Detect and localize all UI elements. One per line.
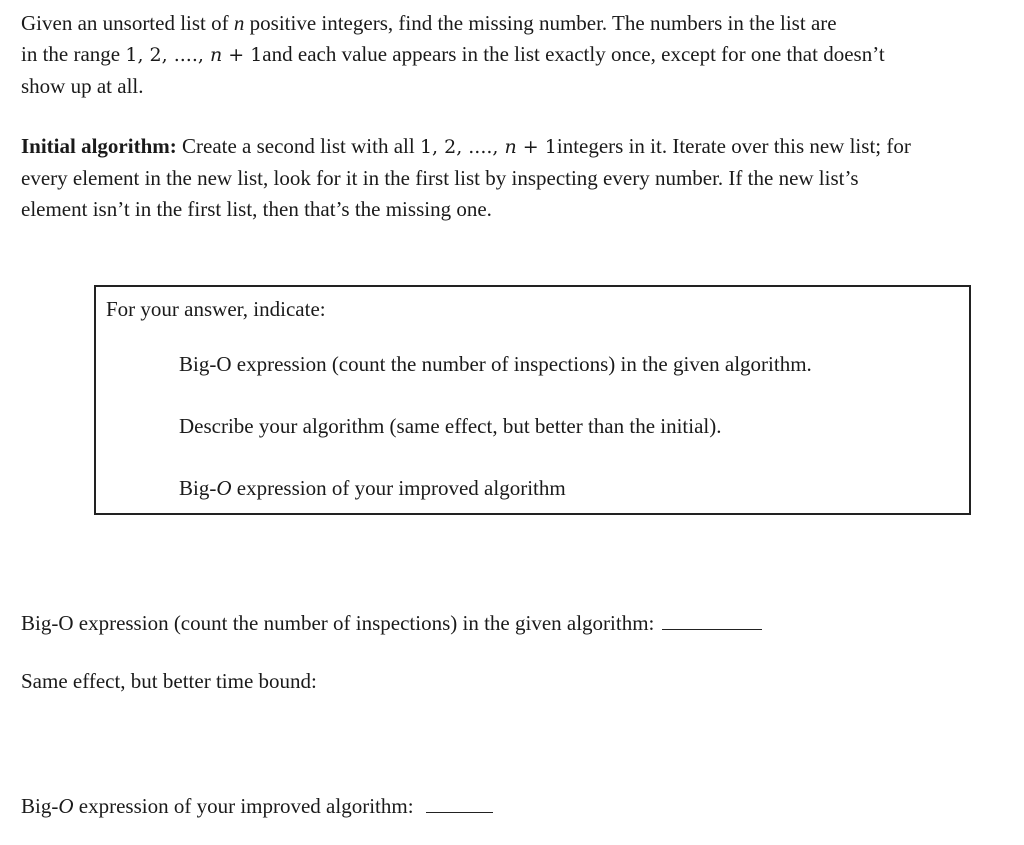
p2-range-sequence: 1, 2, ....,: [419, 136, 505, 158]
p1-text-4: and each value appears in the list exactly once, except for one that doesn’t: [262, 42, 885, 66]
p2-text-3: every element in the new list, look for it in the first list by inspecting every number. If the new list’s: [21, 166, 859, 190]
answer-blank-3[interactable]: [426, 790, 493, 813]
box-intro: For your answer, indicate:: [106, 297, 326, 321]
question-1-text: Big-O expression (count the number of inspections) in the given algorithm:: [21, 611, 655, 635]
range-plus-one: + 1: [222, 44, 263, 66]
range-sequence: 1, 2, ....,: [125, 44, 210, 66]
box-item-bigo-given: Big-O expression (count the number of inspections) in the given algorithm.: [179, 352, 812, 376]
p1-text-5: show up at all.: [21, 74, 144, 98]
p2-text-2: integers in it. Iterate over this new list; for: [556, 134, 911, 158]
p2-range-plus-one: + 1: [516, 136, 557, 158]
p2-text-4: element isn’t in the first list, then that’s the missing one.: [21, 197, 492, 221]
box-item-bigo-improved: [179, 476, 566, 501]
box-item3-post: expression of your improved algorithm: [231, 476, 566, 500]
question-3-o: O: [58, 794, 74, 818]
p1-text-2: positive integers, find the missing number. The numbers in the list are: [244, 11, 837, 35]
p2-text-1: Create a second list with all: [176, 134, 420, 158]
box-item3-o: O: [216, 476, 232, 500]
answer-instructions-box: [94, 285, 971, 515]
p1-text-1: Given an unsorted list of: [21, 11, 234, 35]
p1-text-3: in the range: [21, 42, 126, 66]
question-better-bound: Same effect, but better time bound:: [21, 669, 317, 693]
box-item3-pre: Big-: [179, 476, 217, 500]
question-bigo-improved: [21, 790, 493, 819]
question-bigo-given: [21, 607, 762, 636]
p2-range-variable-n: n: [504, 136, 517, 158]
range-variable-n: n: [209, 44, 223, 66]
variable-n: n: [233, 11, 245, 35]
problem-statement: [21, 8, 1001, 102]
box-item-describe: Describe your algorithm (same effect, but better than the initial).: [179, 414, 722, 438]
question-3-pre: Big-: [21, 794, 59, 818]
initial-algorithm-paragraph: [21, 131, 1001, 225]
answer-blank-1[interactable]: [662, 607, 762, 630]
question-3-post: expression of your improved algorithm:: [73, 794, 414, 818]
initial-algorithm-label: Initial algorithm:: [21, 134, 177, 158]
